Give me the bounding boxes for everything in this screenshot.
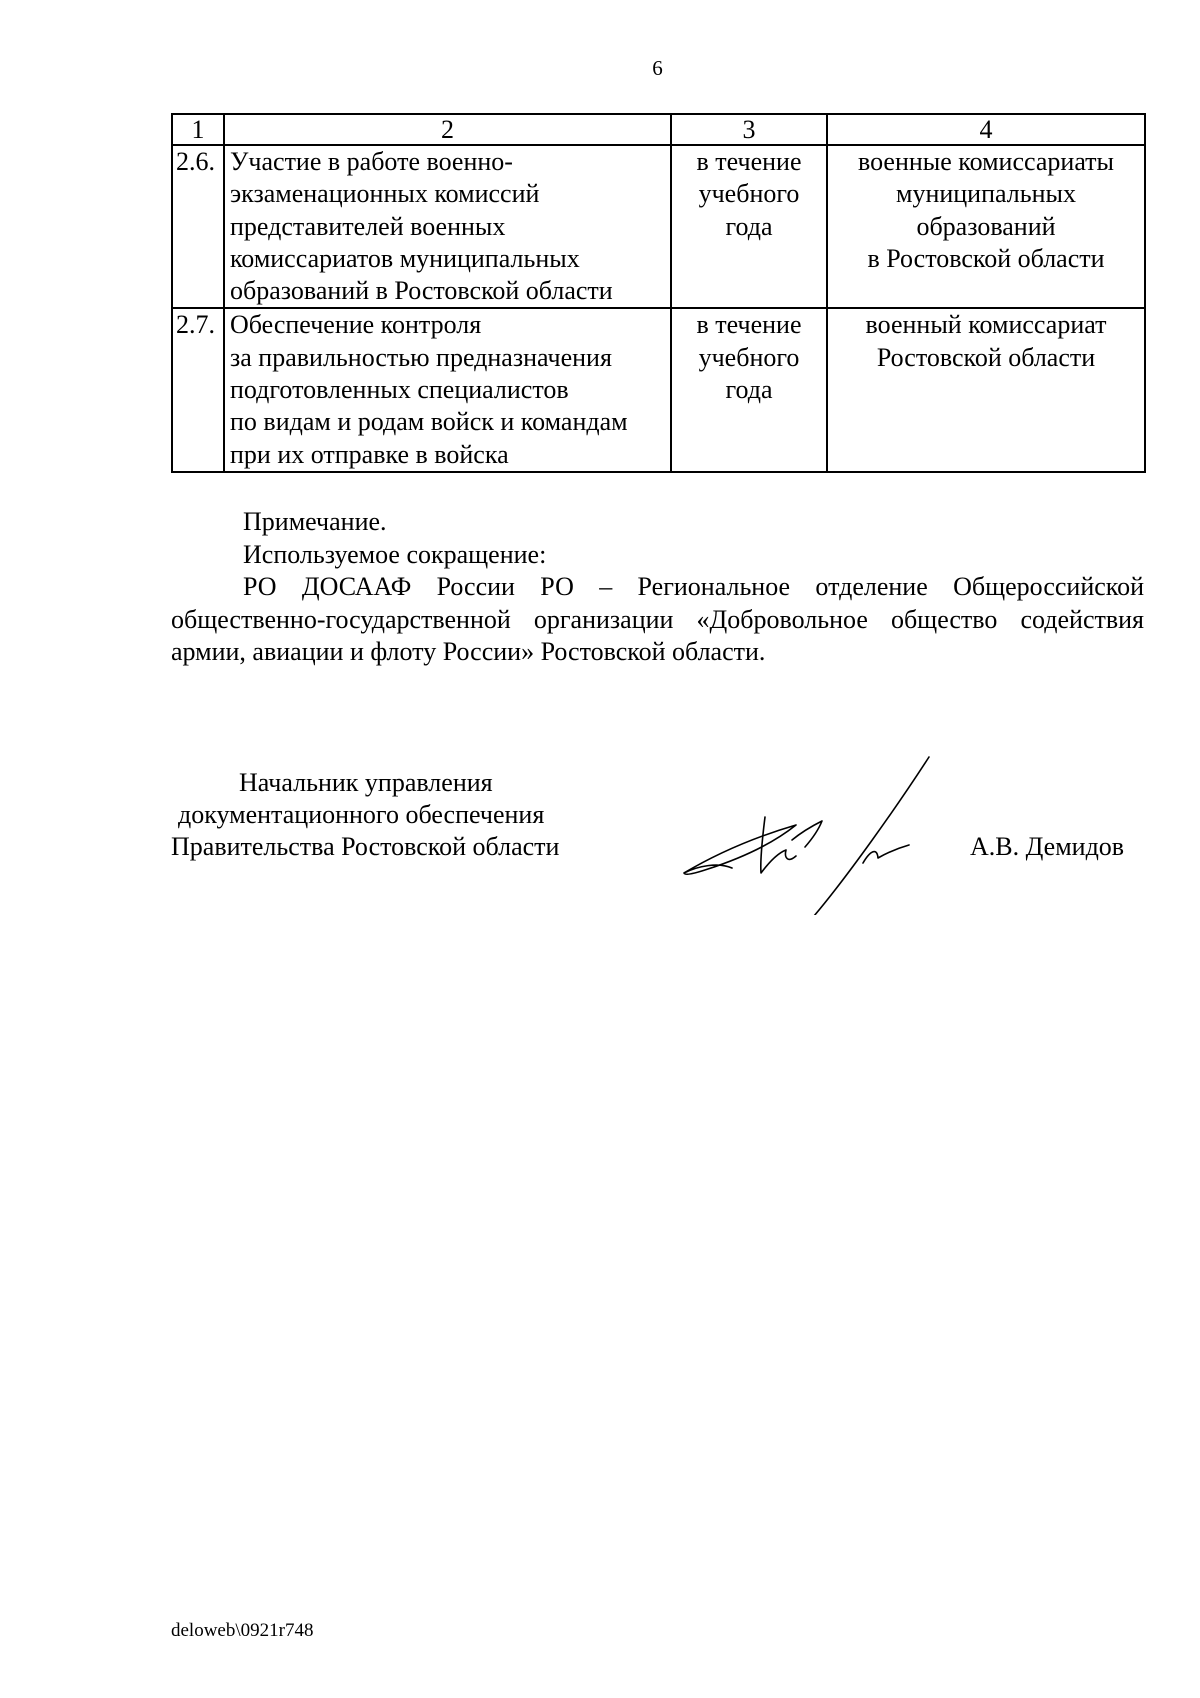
event-line: Обеспечение контроля bbox=[230, 310, 482, 340]
term-line: в течение bbox=[696, 147, 802, 176]
signature-loop bbox=[684, 825, 796, 874]
term-cell bbox=[671, 145, 827, 308]
term-line: года bbox=[725, 211, 773, 241]
signer-position-line: документационного обеспечения bbox=[178, 800, 545, 829]
event-line: подготовленных специалистов bbox=[230, 375, 569, 405]
column-number-2: 2 bbox=[224, 114, 671, 145]
term-line: учебного bbox=[698, 179, 800, 209]
table-header-row bbox=[172, 114, 1145, 145]
column-number-3: 3 bbox=[671, 114, 827, 145]
term-cell bbox=[671, 308, 827, 471]
executor-line: образований bbox=[916, 211, 1056, 241]
event-line: при их отправке в войска bbox=[230, 439, 509, 469]
plan-table bbox=[171, 113, 1146, 473]
note-heading: Примечание. bbox=[243, 507, 387, 536]
executor-line: муниципальных bbox=[895, 179, 1076, 209]
note-text: РО ДОСААФ России РО – Региональное отделение Общероссийской общественно-государственной организации «Добровольное общество содействия армии, авиации и флоту России» Ростовской области. bbox=[171, 572, 1144, 666]
signature-tail bbox=[863, 845, 909, 863]
table-row bbox=[172, 145, 1145, 308]
term-line: учебного bbox=[698, 342, 800, 372]
executor-line: Ростовской области bbox=[876, 342, 1096, 372]
term-line: в течение bbox=[696, 310, 802, 340]
event-line: комиссариатов муниципальных bbox=[230, 243, 580, 273]
executor-line: военный комиссариат bbox=[865, 310, 1107, 340]
event-line: по видам и родам войск и командам bbox=[230, 407, 628, 437]
page-number: 6 bbox=[652, 56, 663, 80]
event-line: за правильностью предназначения bbox=[230, 342, 612, 372]
event-line: представителей военных bbox=[230, 211, 506, 241]
event-cell bbox=[224, 308, 671, 471]
signer-position-line: Правительства Ростовской области bbox=[171, 832, 560, 861]
document-id: deloweb\0921r748 bbox=[171, 1620, 314, 1641]
event-line: образований в Ростовской области bbox=[230, 276, 613, 306]
note-subheading: Используемое сокращение: bbox=[243, 539, 547, 569]
signer-position bbox=[171, 767, 631, 863]
event-cell bbox=[224, 145, 671, 308]
signer-position-line: Начальник управления bbox=[239, 768, 493, 797]
event-line: Участие в работе военно- bbox=[230, 147, 513, 176]
note-block bbox=[171, 506, 1144, 669]
event-line: экзаменационных комиссий bbox=[230, 179, 540, 209]
signer-name: А.В. Демидов bbox=[970, 832, 1125, 861]
term-line: года bbox=[725, 375, 773, 405]
executor-line: военные комиссариаты bbox=[857, 147, 1115, 176]
signature-long-slash bbox=[814, 757, 929, 915]
column-number-4: 4 bbox=[827, 114, 1145, 145]
executor-cell bbox=[827, 145, 1145, 308]
executor-cell bbox=[827, 308, 1145, 471]
executor-line: в Ростовской области bbox=[867, 243, 1105, 273]
handwritten-signature bbox=[672, 755, 932, 915]
column-number-1: 1 bbox=[172, 114, 224, 145]
row-number: 2.7. bbox=[172, 308, 224, 471]
table-row bbox=[172, 308, 1145, 471]
row-number: 2.6. bbox=[172, 145, 224, 308]
